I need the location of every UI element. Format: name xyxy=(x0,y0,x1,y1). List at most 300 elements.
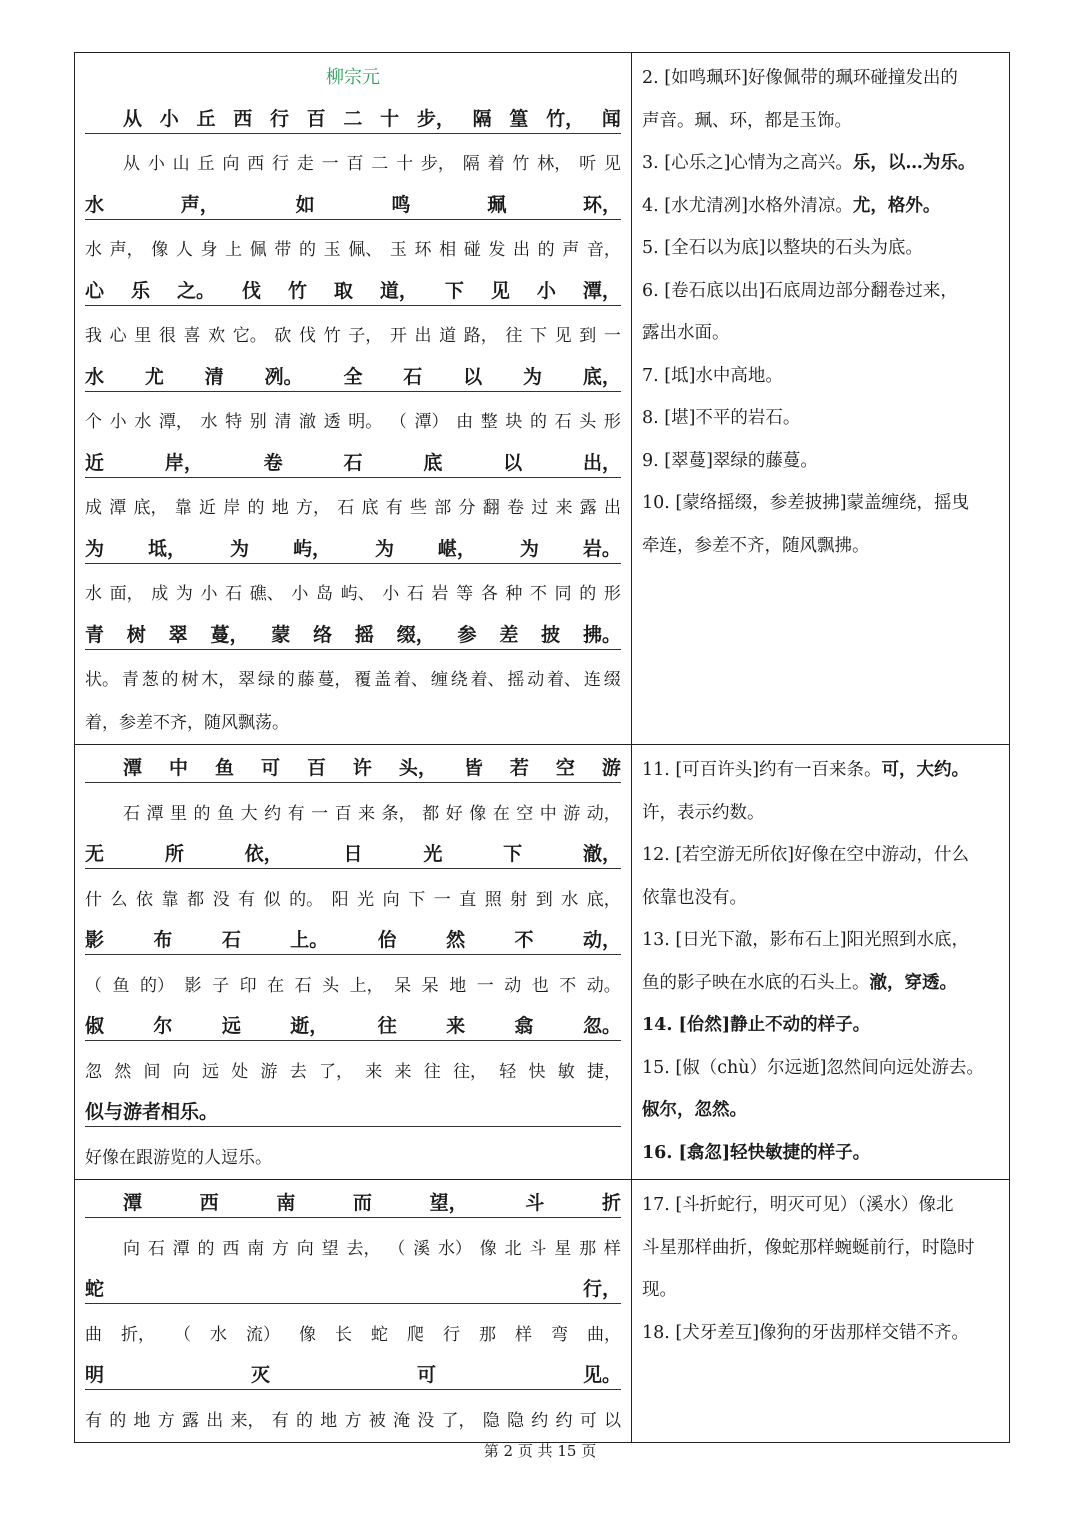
char: 出 xyxy=(414,326,432,346)
note-line: 5. [全石以为底]以整块的石头为底。 xyxy=(642,238,923,258)
char: 玉 xyxy=(389,240,407,260)
char: 的） xyxy=(140,975,175,996)
char: 着 xyxy=(487,154,505,174)
char: 行 xyxy=(443,1324,460,1345)
char: 翻 xyxy=(482,498,500,518)
char: 澈， xyxy=(582,843,621,865)
char: 鱼 xyxy=(217,803,235,824)
char: 见 xyxy=(603,154,621,174)
char: 从 xyxy=(123,154,140,174)
char: 水） xyxy=(437,1238,472,1259)
char: 石 xyxy=(403,365,423,388)
char: 音， xyxy=(586,240,621,260)
char: 了， xyxy=(441,1410,476,1431)
char: 道 xyxy=(439,326,457,346)
char: 出 xyxy=(513,240,530,260)
char: 有 xyxy=(271,1410,289,1431)
char: 同 xyxy=(554,584,572,604)
note-line: 露出水面。 xyxy=(642,323,730,343)
char: 等 xyxy=(456,584,474,604)
char: 声， xyxy=(180,193,219,216)
annotation-table xyxy=(74,52,1010,1443)
char: 底 xyxy=(423,451,443,474)
note-line: 许，表示约数。 xyxy=(642,802,765,823)
char: 以 xyxy=(503,451,523,474)
char: 的 xyxy=(537,240,555,260)
note-line: 10. [蒙络摇缀，参差披拂]蒙盖缠绕，摇曳 xyxy=(642,493,970,513)
char: 影 xyxy=(184,975,202,996)
char: 二 xyxy=(371,154,389,174)
char: 水 xyxy=(210,1324,227,1345)
char: 翠 xyxy=(168,623,188,646)
note-line: 依靠也没有。 xyxy=(642,887,747,908)
char: 绕 xyxy=(450,670,468,690)
char: 动。 xyxy=(586,975,621,996)
translation-line xyxy=(85,1400,621,1443)
char: 底， xyxy=(586,889,621,910)
char: 呆 xyxy=(421,975,439,996)
char: 来 xyxy=(446,1015,466,1037)
char: 光 xyxy=(357,889,375,910)
char: 靠 xyxy=(174,498,192,518)
char: 透 xyxy=(323,412,341,432)
char: 翕 xyxy=(514,1015,534,1037)
char: 潭 xyxy=(146,803,164,824)
char: 方 xyxy=(271,1238,289,1259)
char: 敏 xyxy=(557,1061,575,1082)
char: 石 xyxy=(123,803,140,824)
char: 十 xyxy=(396,154,414,174)
char: 向 xyxy=(123,1238,140,1259)
char: 去， xyxy=(346,1238,381,1259)
char: 有 xyxy=(238,889,256,910)
char: 水 xyxy=(134,412,152,432)
char: 照 xyxy=(484,889,502,910)
char: 声， xyxy=(109,240,144,260)
char: 往 xyxy=(505,326,523,346)
char: 地 xyxy=(449,975,467,996)
char: 往 xyxy=(423,1061,441,1082)
char: 动， xyxy=(586,803,621,824)
char: 也 xyxy=(531,975,549,996)
char: （ xyxy=(388,1238,406,1259)
char: 去 xyxy=(289,1061,307,1082)
char: 阳 xyxy=(331,889,349,910)
char: 的 xyxy=(197,1238,215,1259)
translation-line xyxy=(85,573,621,616)
char: 一 xyxy=(476,975,494,996)
char: 向 xyxy=(382,889,400,910)
char: 溪 xyxy=(413,1238,431,1259)
char: 珮 xyxy=(487,193,507,216)
char: 条， xyxy=(381,803,416,824)
char: 爬 xyxy=(407,1324,424,1345)
char: 而 xyxy=(352,1192,372,1214)
char: 为 xyxy=(374,537,394,560)
original-text-line xyxy=(85,835,621,869)
char: 一 xyxy=(603,326,621,346)
char: 那 xyxy=(479,1324,496,1345)
char: 潭 xyxy=(172,1238,190,1259)
char: 南 xyxy=(276,1192,296,1214)
char: 岛 xyxy=(316,584,333,604)
char: 嵁， xyxy=(437,537,476,560)
char: 心 xyxy=(109,326,127,346)
char: （ xyxy=(174,1324,191,1345)
char: 欢 xyxy=(208,326,226,346)
note-line: 14. [佁然]静止不动的样子。 xyxy=(642,1015,871,1035)
char: 的 xyxy=(277,670,295,690)
char: 石 xyxy=(406,584,424,604)
char: 以 xyxy=(604,1410,621,1431)
char: 可 xyxy=(579,1410,597,1431)
char: 丘 xyxy=(196,107,216,130)
section-row xyxy=(75,53,1010,745)
char: 印 xyxy=(239,975,257,996)
char: 声 xyxy=(562,240,580,260)
note-line: 15. [俶（chù）尔远逝]忽然间向远处游去。 xyxy=(642,1057,984,1078)
char: 都 xyxy=(187,889,205,910)
char: 摇 xyxy=(507,670,525,690)
note-line: 6. [卷石底以出]石底周边部分翻卷过来， xyxy=(642,280,958,301)
char: 着、 xyxy=(470,670,505,690)
char: 见 xyxy=(490,279,510,302)
original-text-line xyxy=(85,444,621,478)
char: 百 xyxy=(346,154,364,174)
char: 些 xyxy=(410,498,427,518)
char: 尤 xyxy=(144,365,164,388)
translation-line xyxy=(85,1228,621,1271)
note-line: 7. [坻]水中高地。 xyxy=(642,365,783,386)
char: 差 xyxy=(499,623,519,646)
page-footer: 第 2 页 共 15 页 xyxy=(483,1442,597,1460)
char: 丘 xyxy=(197,154,215,174)
translation-line xyxy=(85,1051,621,1094)
char: 所 xyxy=(164,843,184,865)
note-line: 16. [翕忽]轻快敏捷的样子。 xyxy=(642,1142,871,1163)
char: 整 xyxy=(480,412,498,432)
char: 鱼 xyxy=(214,757,234,779)
char: 轻 xyxy=(499,1061,517,1082)
original-text-line xyxy=(85,921,621,955)
translation-line: 着，参差不齐，随风飘荡。 xyxy=(85,712,289,733)
char: 下 xyxy=(503,843,523,865)
char: 西 xyxy=(222,1238,240,1259)
notes-column xyxy=(632,53,1010,745)
note-line: 18. [犬牙差互]像狗的牙齿那样交错不齐。 xyxy=(642,1322,970,1343)
char: 一 xyxy=(311,803,329,824)
char: 方， xyxy=(296,498,330,518)
char: 小 xyxy=(382,584,400,604)
char: 行 xyxy=(269,107,289,130)
char: 伐 xyxy=(299,326,316,346)
char: 头 xyxy=(322,975,340,996)
char: 子， xyxy=(348,326,383,346)
char: 不 xyxy=(514,929,534,951)
char: 过 xyxy=(531,498,549,518)
char: 游 xyxy=(563,803,581,824)
char: 方 xyxy=(344,1410,362,1431)
char: 依 xyxy=(136,889,154,910)
char: 近 xyxy=(199,498,216,518)
char: 曲， xyxy=(587,1324,621,1345)
char: 直 xyxy=(459,889,477,910)
char: 佩、 xyxy=(348,240,383,260)
char: 小 xyxy=(159,107,179,130)
char: 向 xyxy=(172,1061,190,1082)
char: （ xyxy=(389,412,407,432)
char: 隔 xyxy=(472,107,492,130)
char: 面， xyxy=(109,584,144,604)
char: 澈 xyxy=(299,412,316,432)
char: 没 xyxy=(212,889,230,910)
note-line: 声音。珮、环，都是玉饰。 xyxy=(642,110,852,131)
note-line: 斗星那样曲折，像蛇那样蜿蜒前行，时隐时 xyxy=(642,1237,975,1258)
char: 十 xyxy=(380,107,400,130)
char: 没 xyxy=(417,1410,435,1431)
char: 往 xyxy=(377,1015,397,1037)
char: 尔 xyxy=(153,1015,173,1037)
char: 林， xyxy=(537,154,572,174)
char: 块 xyxy=(505,412,523,432)
char: 斗 xyxy=(525,1192,545,1214)
char: 竹 xyxy=(323,326,341,346)
char: 布 xyxy=(153,929,173,951)
char: 射 xyxy=(510,889,528,910)
char: 来 xyxy=(555,498,573,518)
original-text-line xyxy=(85,1184,621,1218)
char: 可 xyxy=(260,757,280,779)
char: 听 xyxy=(579,154,597,174)
char: 不 xyxy=(559,975,577,996)
char: 逝， xyxy=(290,1015,329,1037)
original-text-line xyxy=(85,530,621,564)
char: 为 xyxy=(523,365,543,388)
char: 像 xyxy=(299,1324,316,1345)
char: 动， xyxy=(582,929,621,951)
char: 全 xyxy=(343,365,363,388)
char: 约 xyxy=(555,1410,573,1431)
char: 不 xyxy=(530,584,547,604)
char: 出 xyxy=(604,498,621,518)
char: 光 xyxy=(423,843,443,865)
char: 上， xyxy=(349,975,384,996)
char: 约 xyxy=(264,803,282,824)
char: 篁 xyxy=(509,107,529,130)
char: 什 xyxy=(85,889,102,910)
char: 形 xyxy=(603,584,621,604)
char: 蒙 xyxy=(271,623,291,646)
char: 到 xyxy=(579,326,597,346)
original-text-line xyxy=(85,749,621,783)
char: 蛇 xyxy=(85,1278,105,1300)
char: 许 xyxy=(352,757,372,779)
note-line: 俶尔，忽然。 xyxy=(642,1100,747,1120)
char: 好 xyxy=(445,803,463,824)
char: 被 xyxy=(368,1410,386,1431)
char: 屿， xyxy=(292,537,331,560)
notes-column xyxy=(632,745,1010,1180)
note-line: 8. [堪]不平的岩石。 xyxy=(642,408,801,428)
char: 葱 xyxy=(141,670,159,690)
char: 为 xyxy=(85,537,105,560)
char: 露 xyxy=(182,1410,199,1431)
char: 头 xyxy=(579,412,597,432)
char: 像 xyxy=(469,803,487,824)
char: 潭， xyxy=(582,279,621,302)
char: 捷， xyxy=(587,1061,621,1082)
char: 清 xyxy=(274,412,292,432)
char: 身 xyxy=(200,240,218,260)
char: 蔓， xyxy=(210,623,249,646)
note-line: 12. [若空游无所依]好像在空中游动，什么 xyxy=(642,845,970,865)
note-line: 13. [日光下澈，影布石上]阳光照到水底， xyxy=(642,930,970,950)
note-line: 17. [斗折蛇行，明灭可见）（溪水）像北 xyxy=(642,1195,954,1215)
char: 出 xyxy=(206,1410,224,1431)
char: 呆 xyxy=(394,975,412,996)
char: 在 xyxy=(267,975,285,996)
char: 缀 xyxy=(603,670,621,690)
char: 参 xyxy=(457,623,477,646)
char: 大 xyxy=(240,803,258,824)
char: 佩 xyxy=(249,240,267,260)
translation-line xyxy=(85,487,621,530)
original-text-line xyxy=(85,272,621,306)
translation-line xyxy=(85,879,621,922)
char: 有 xyxy=(385,498,403,518)
char: 竹 xyxy=(287,279,307,302)
char: 西 xyxy=(247,154,265,174)
char: 小 xyxy=(536,279,556,302)
char: 小 xyxy=(109,412,127,432)
char: 像 xyxy=(479,1238,497,1259)
char: 玉 xyxy=(323,240,341,260)
char: 我 xyxy=(85,326,102,346)
char: 蔓， xyxy=(317,670,352,690)
char: 鱼 xyxy=(112,975,130,996)
char: 见。 xyxy=(582,1364,621,1386)
char: 覆 xyxy=(354,670,372,690)
char: 然 xyxy=(446,929,466,951)
translation-line xyxy=(85,793,621,836)
char: 地 xyxy=(320,1410,338,1431)
char: 中 xyxy=(539,803,557,824)
char: 约 xyxy=(531,1410,549,1431)
char: 由 xyxy=(456,412,474,432)
char: 缠 xyxy=(430,670,448,690)
char: 相 xyxy=(439,240,457,260)
char: 屿、 xyxy=(340,584,375,604)
char: 有 xyxy=(287,803,305,824)
char: 着、 xyxy=(547,670,582,690)
char: 来， xyxy=(230,1410,265,1431)
char: 潭） xyxy=(414,412,449,432)
char: 石 xyxy=(147,1238,165,1259)
char: 望 xyxy=(321,1238,339,1259)
char: 一 xyxy=(321,154,339,174)
char: 有 xyxy=(85,1410,102,1431)
translation-line xyxy=(85,229,621,272)
char: 来 xyxy=(358,803,376,824)
original-text-line: 似与游者相乐。 xyxy=(85,1093,621,1127)
char: 别 xyxy=(249,412,267,432)
char: 佁 xyxy=(377,929,397,951)
char: 个 xyxy=(85,412,102,432)
char: 为 xyxy=(519,537,539,560)
char: 上 xyxy=(225,240,243,260)
char: 百 xyxy=(334,803,352,824)
note-line: 4. [水尤清冽]水格外清凉。尤，格外。 xyxy=(642,195,941,216)
char: 地 xyxy=(271,498,289,518)
char: 弯 xyxy=(551,1324,568,1345)
char: 南 xyxy=(247,1238,265,1259)
char: 百 xyxy=(306,757,326,779)
char: 依， xyxy=(244,843,283,865)
char: 石 xyxy=(343,451,363,474)
char: 步， xyxy=(420,154,455,174)
char: 隔 xyxy=(462,154,480,174)
char: 特 xyxy=(225,412,243,432)
char: 俶 xyxy=(85,1015,105,1037)
char: 无 xyxy=(85,843,105,865)
char: 的 xyxy=(193,803,211,824)
char: 明 xyxy=(85,1364,105,1386)
translation-line xyxy=(85,965,621,1008)
char: 行 xyxy=(271,154,289,174)
char: 来 xyxy=(365,1061,383,1082)
char: 头， xyxy=(398,757,437,779)
original-text-line xyxy=(85,100,621,134)
char: 二 xyxy=(343,107,363,130)
char: 岸 xyxy=(223,498,241,518)
char: 坻， xyxy=(147,537,186,560)
note-line: 3. [心乐之]心情为之高兴。乐，以…为乐。 xyxy=(642,153,976,173)
author-name: 柳宗元 xyxy=(326,67,380,88)
char: 见 xyxy=(554,326,572,346)
char: 礁、 xyxy=(249,584,284,604)
char: 到 xyxy=(535,889,553,910)
char: 碰 xyxy=(463,240,481,260)
char: 走 xyxy=(296,154,314,174)
char: 带 xyxy=(274,240,292,260)
char: 水 xyxy=(85,193,105,216)
char: 石 xyxy=(337,498,355,518)
char: 绿 xyxy=(257,670,275,690)
char: 淹 xyxy=(393,1410,410,1431)
char: 水 xyxy=(200,412,218,432)
section-row xyxy=(75,745,1010,1180)
char: 伐 xyxy=(241,279,261,302)
char: 里 xyxy=(134,326,152,346)
char: 里 xyxy=(170,803,188,824)
char: 隐 xyxy=(507,1410,524,1431)
translation-line xyxy=(85,1314,621,1357)
char: 石 xyxy=(294,975,312,996)
note-line: 现。 xyxy=(642,1280,677,1300)
char: 各 xyxy=(480,584,498,604)
char: 山 xyxy=(172,154,190,174)
char: 可 xyxy=(416,1364,436,1386)
char: 底， xyxy=(582,365,621,388)
char: （ xyxy=(85,975,102,996)
char: 分 xyxy=(458,498,476,518)
char: 冽。 xyxy=(264,365,303,388)
original-text-line xyxy=(85,186,621,220)
char: 空 xyxy=(516,803,534,824)
char: 样 xyxy=(603,1238,621,1259)
char: 砍 xyxy=(274,326,292,346)
char: 水 xyxy=(85,584,102,604)
